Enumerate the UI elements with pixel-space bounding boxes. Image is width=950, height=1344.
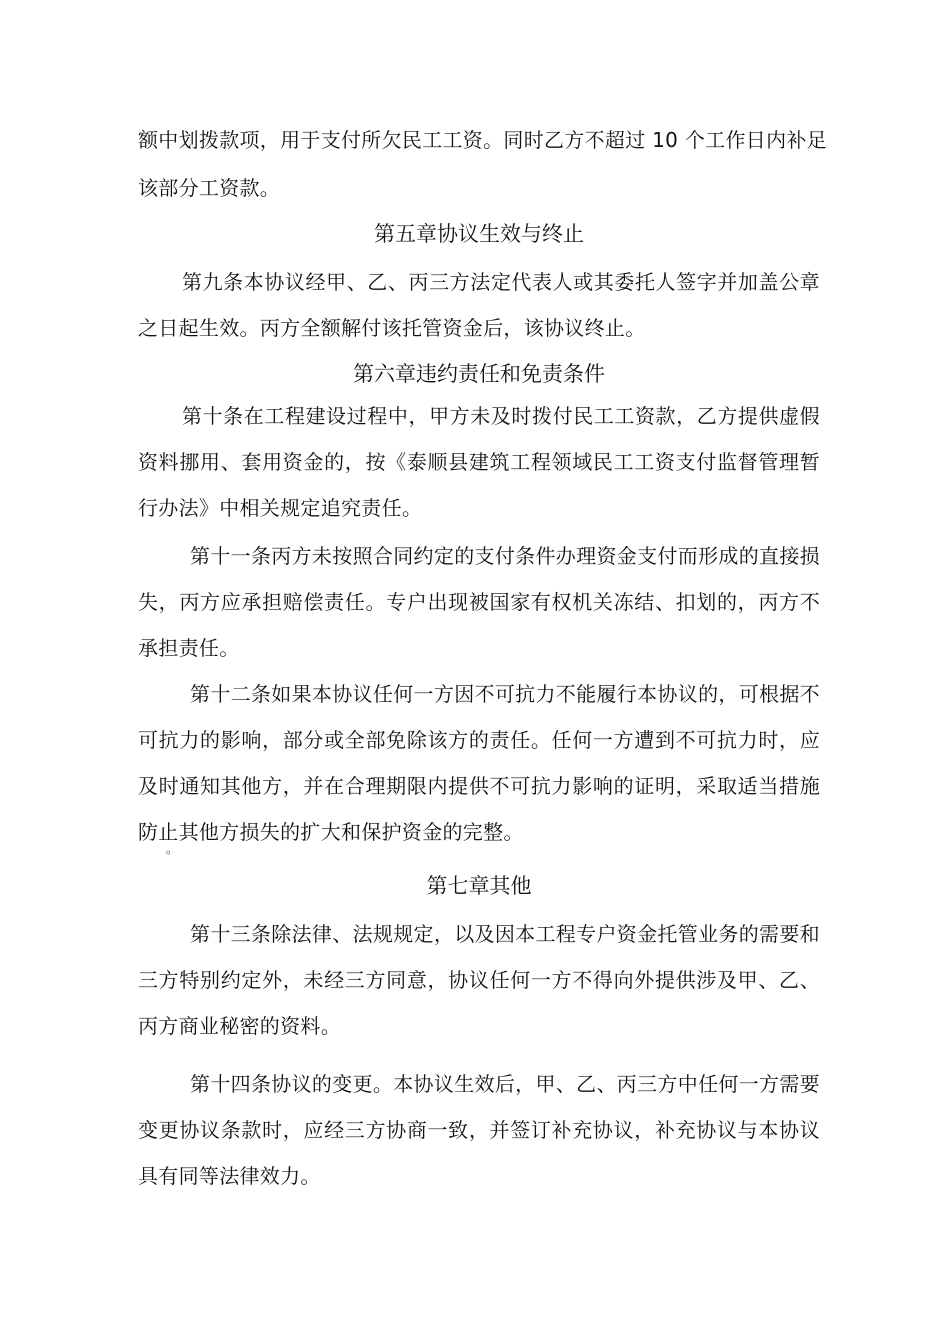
article-12-line: 防止其他方损失的扩大和保护资金的完整。 xyxy=(138,820,524,844)
chapter-heading: 第五章协议生效与终止 xyxy=(374,222,584,246)
article-12-line: 可抗力的影响，部分或全部免除该方的责任。任何一方遭到不可抗力时，应 xyxy=(138,728,820,752)
article-14-line: 具有同等法律效力。 xyxy=(138,1164,321,1188)
article-9-line: 之日起生效。丙方全额解付该托管资金后，该协议终止。 xyxy=(138,316,646,340)
chapter-heading: 第六章违约责任和免责条件 xyxy=(353,362,605,386)
article-12-line: 第十二条如果本协议任何一方因不可抗力不能履行本协议的，可根据不 xyxy=(190,682,820,706)
stray-punctuation: 。 xyxy=(166,842,179,856)
article-10-line: 第十条在工程建设过程中，甲方未及时拨付民工工资款，乙方提供虚假 xyxy=(182,404,820,428)
article-9-line: 第九条本协议经甲、乙、丙三方法定代表人或其委托人签字并加盖公章 xyxy=(182,270,820,294)
paragraph-line: 额中划拨款项，用于支付所欠民工工资。同时乙方不超过 10 个工作日内补足 xyxy=(138,128,827,152)
article-11-line: 失，丙方应承担赔偿责任。专户出现被国家有权机关冻结、扣划的，丙方不 xyxy=(138,590,820,614)
article-10-line: 资料挪用、套用资金的，按《泰顺县建筑工程领域民工工资支付监督管理暂 xyxy=(138,450,820,474)
article-13-line: 丙方商业秘密的资料。 xyxy=(138,1014,341,1038)
article-11-line: 第十一条丙方未按照合同约定的支付条件办理资金支付而形成的直接损 xyxy=(190,544,820,568)
paragraph-line: 该部分工资款。 xyxy=(138,176,281,200)
chapter-heading: 第七章其他 xyxy=(426,874,532,898)
article-10-line: 行办法》中相关规定追究责任。 xyxy=(138,496,423,520)
article-13-line: 第十三条除法律、法规规定，以及因本工程专户资金托管业务的需要和 xyxy=(190,922,820,946)
article-14-line: 第十四条协议的变更。本协议生效后，甲、乙、丙三方中任何一方需要 xyxy=(190,1072,820,1096)
article-12-line: 及时通知其他方，并在合理期限内提供不可抗力影响的证明，采取适当措施 xyxy=(138,774,820,798)
article-14-line: 变更协议条款时，应经三方协商一致，并签订补充协议，补充协议与本协议 xyxy=(138,1118,820,1142)
article-13-line: 三方特别约定外，未经三方同意，协议任何一方不得向外提供涉及甲、乙、 xyxy=(138,968,820,992)
article-11-line: 承担责任。 xyxy=(138,636,240,660)
